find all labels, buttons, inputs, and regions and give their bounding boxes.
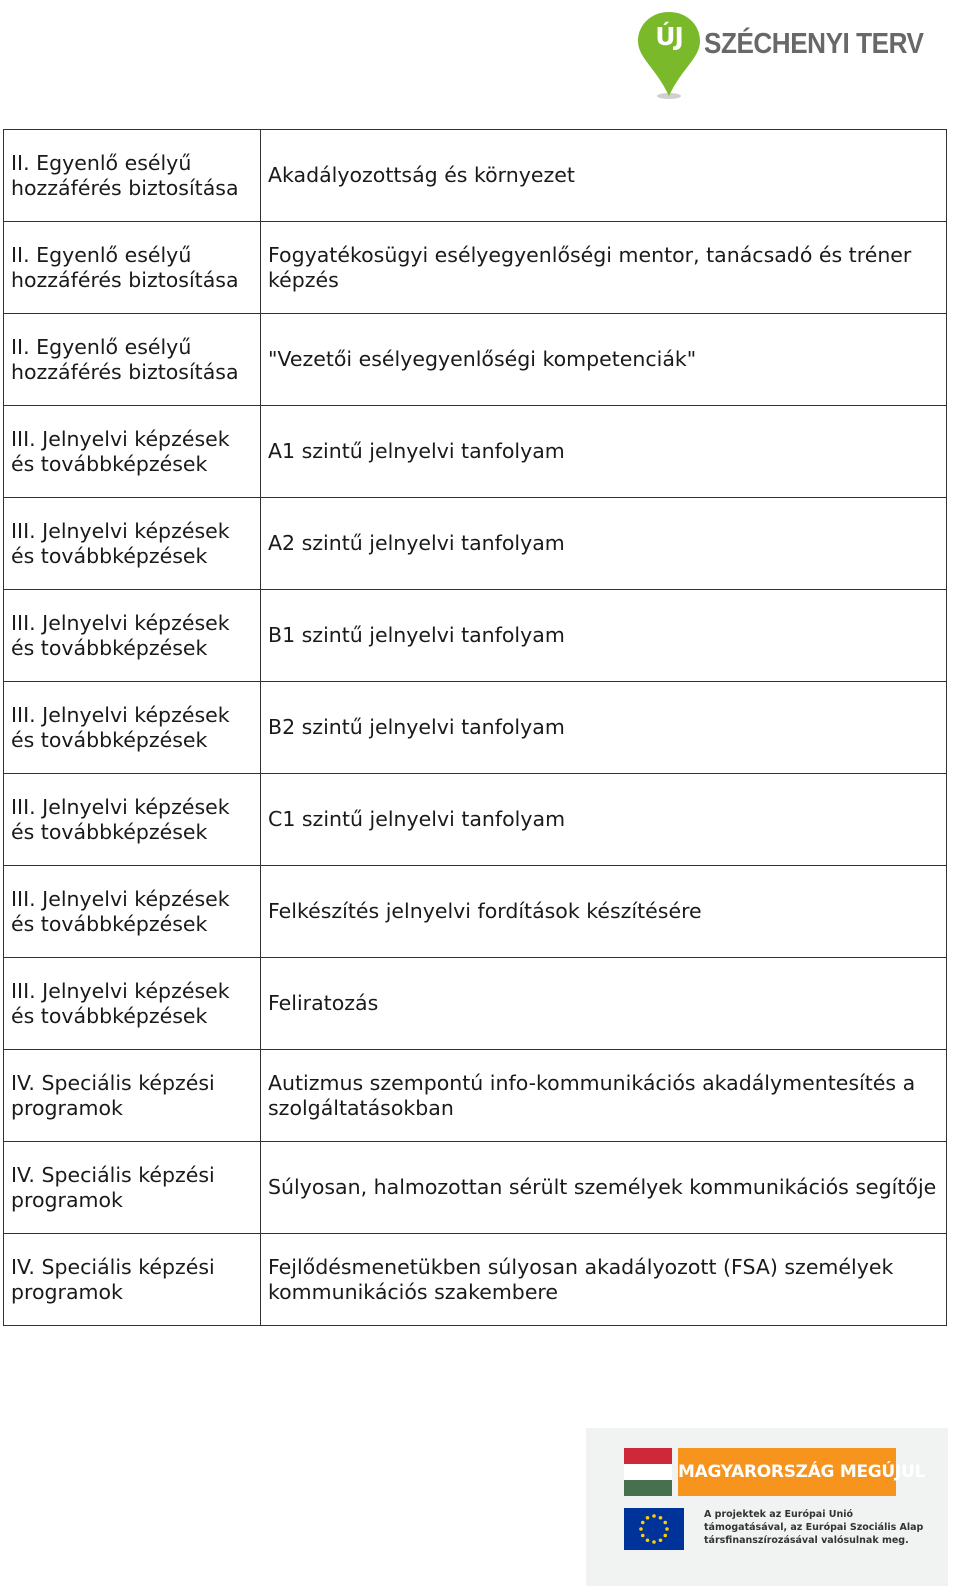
table-row bbox=[4, 682, 947, 774]
logo-prefix: ÚJ bbox=[655, 22, 683, 51]
course-cell: B2 szintű jelnyelvi tanfolyam bbox=[261, 682, 947, 774]
category-cell: IV. Speciális képzési programok bbox=[4, 1050, 261, 1142]
category-cell: III. Jelnyelvi képzések és továbbképzések bbox=[4, 498, 261, 590]
eu-star-icon bbox=[665, 1527, 669, 1531]
eu-star-icon bbox=[663, 1521, 667, 1525]
eu-star-icon bbox=[652, 1514, 656, 1518]
eu-star-icon bbox=[659, 1516, 663, 1520]
eu-star-icon bbox=[641, 1534, 645, 1538]
course-cell: Akadályozottság és környezet bbox=[261, 130, 947, 222]
table-row bbox=[4, 1050, 947, 1142]
eu-star-icon bbox=[646, 1538, 650, 1542]
table-row bbox=[4, 314, 947, 406]
table-row bbox=[4, 130, 947, 222]
course-cell: "Vezetői esélyegyenlőségi kompetenciák" bbox=[261, 314, 947, 406]
category-cell: II. Egyenlő esélyű hozzáférés biztosítása bbox=[4, 222, 261, 314]
course-cell: Felkészítés jelnyelvi fordítások készítésére bbox=[261, 866, 947, 958]
eu-star-icon bbox=[639, 1527, 643, 1531]
hungarian-flag-icon bbox=[624, 1448, 672, 1496]
table-row bbox=[4, 222, 947, 314]
eu-star-icon bbox=[646, 1516, 650, 1520]
category-cell: II. Egyenlő esélyű hozzáférés biztosítása bbox=[4, 130, 261, 222]
table-row bbox=[4, 774, 947, 866]
eu-funding-line: társfinanszírozásával valósulnak meg. bbox=[704, 1535, 909, 1546]
szechenyi-terv-logo bbox=[636, 10, 936, 102]
course-cell: A2 szintű jelnyelvi tanfolyam bbox=[261, 498, 947, 590]
eu-funding-line: A projektek az Európai Unió bbox=[704, 1509, 854, 1520]
footer-logos bbox=[586, 1428, 948, 1586]
eu-funding-text bbox=[704, 1508, 944, 1547]
category-cell: III. Jelnyelvi képzések és továbbképzések bbox=[4, 590, 261, 682]
course-cell: B1 szintű jelnyelvi tanfolyam bbox=[261, 590, 947, 682]
table-row bbox=[4, 1234, 947, 1326]
course-cell: A1 szintű jelnyelvi tanfolyam bbox=[261, 406, 947, 498]
table-row bbox=[4, 498, 947, 590]
course-table-body bbox=[4, 130, 947, 1326]
logo-brand-text: SZÉCHENYI TERV bbox=[704, 28, 924, 60]
category-cell: II. Egyenlő esélyű hozzáférés biztosítása bbox=[4, 314, 261, 406]
magyarorszag-megujul-banner: MAGYARORSZÁG MEGÚJUL bbox=[678, 1448, 896, 1496]
course-cell: Autizmus szempontú info-kommunikációs akadálymentesítés a szolgáltatásokban bbox=[261, 1050, 947, 1142]
eu-funding-line: támogatásával, az Európai Szociális Alap bbox=[704, 1522, 924, 1533]
category-cell: IV. Speciális képzési programok bbox=[4, 1234, 261, 1326]
table-row bbox=[4, 590, 947, 682]
eu-star-icon bbox=[659, 1538, 663, 1542]
course-cell: Fejlődésmenetükben súlyosan akadályozott (FSA) személyek kommunikációs szakembere bbox=[261, 1234, 947, 1326]
course-table bbox=[3, 129, 947, 1326]
eu-star-icon bbox=[663, 1534, 667, 1538]
category-cell: III. Jelnyelvi képzések és továbbképzések bbox=[4, 682, 261, 774]
course-cell: C1 szintű jelnyelvi tanfolyam bbox=[261, 774, 947, 866]
category-cell: III. Jelnyelvi képzések és továbbképzések bbox=[4, 774, 261, 866]
eu-star-icon bbox=[652, 1540, 656, 1544]
table-row bbox=[4, 866, 947, 958]
course-cell: Feliratozás bbox=[261, 958, 947, 1050]
category-cell: III. Jelnyelvi képzések és továbbképzések bbox=[4, 958, 261, 1050]
table-row bbox=[4, 958, 947, 1050]
category-cell: IV. Speciális képzési programok bbox=[4, 1142, 261, 1234]
table-row bbox=[4, 406, 947, 498]
eu-flag-icon bbox=[624, 1508, 684, 1550]
course-cell: Fogyatékosügyi esélyegyenlőségi mentor, tanácsadó és tréner képzés bbox=[261, 222, 947, 314]
table-row bbox=[4, 1142, 947, 1234]
category-cell: III. Jelnyelvi képzések és továbbképzések bbox=[4, 866, 261, 958]
course-cell: Súlyosan, halmozottan sérült személyek kommunikációs segítője bbox=[261, 1142, 947, 1234]
eu-star-icon bbox=[641, 1521, 645, 1525]
category-cell: III. Jelnyelvi képzések és továbbképzések bbox=[4, 406, 261, 498]
